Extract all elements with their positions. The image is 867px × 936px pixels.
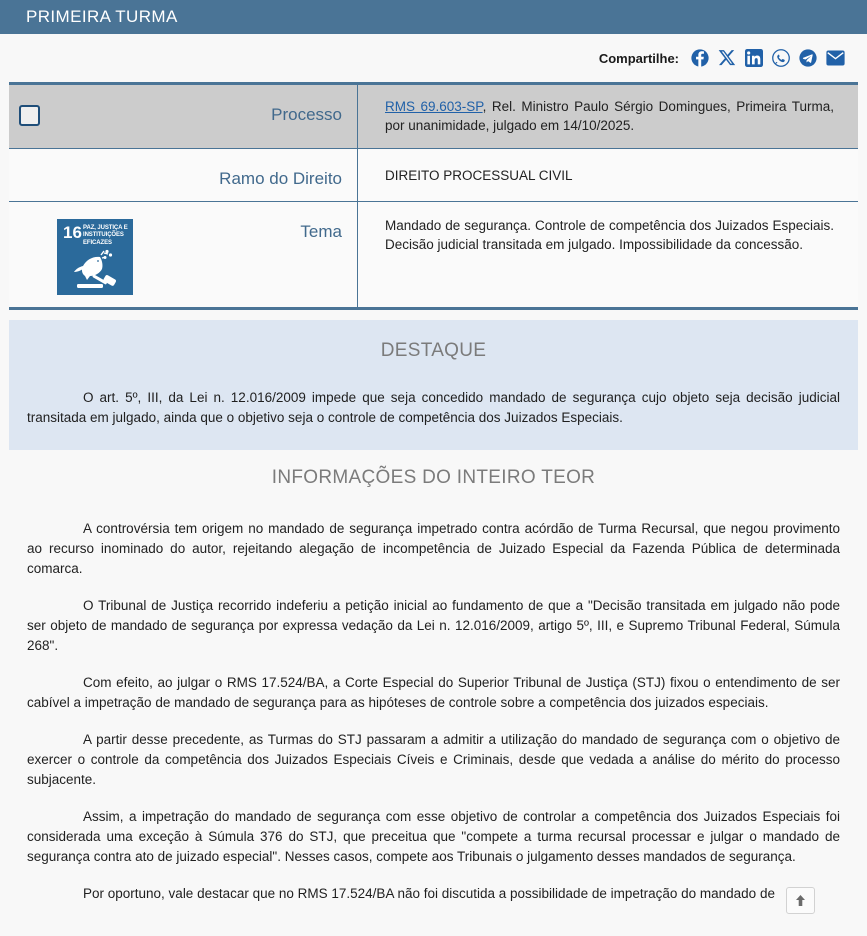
- arrow-up-icon: [795, 894, 806, 907]
- share-icon-group: [691, 49, 845, 67]
- inteiro-teor-paragraph: Por oportuno, vale destacar que no RMS 17.524/BA não foi discutida a possibilidade de impetração do mandado de: [83, 886, 775, 901]
- tema-value: Mandado de segurança. Controle de competência dos Juizados Especiais. Decisão judicial transitada em julgado. Impossibilidade da concessão.: [385, 218, 834, 252]
- inteiro-teor-paragraph: Assim, a impetração do mandado de segurança com esse objetivo de controlar a competência dos Juizados Especiais foi considerada uma exceção à Súmula 376 do STJ, que preceitua que "compete a turma recursal processar e julgar o mandado de segurança contra ato de juizado especial". Nesses casos, compete aos Tribunais o julgamento desses mandados de segurança.: [27, 809, 840, 864]
- share-bar: [0, 34, 867, 82]
- processo-value-cell: [358, 85, 858, 148]
- linkedin-icon[interactable]: [745, 49, 763, 67]
- x-twitter-icon[interactable]: [718, 49, 736, 67]
- destaque-panel: [9, 320, 858, 450]
- table-row-ramo-do-direito: [9, 149, 858, 202]
- inteiro-teor-heading: INFORMAÇÕES DO INTEIRO TEOR: [271, 467, 596, 488]
- table-row-processo: [9, 85, 858, 149]
- ramo-do-direito-value: DIREITO PROCESSUAL CIVIL: [385, 168, 573, 183]
- select-row-checkbox[interactable]: [19, 105, 40, 126]
- tema-label: Tema: [300, 222, 342, 241]
- sdg-text: PAZ, JUSTIÇA E INSTITUIÇÕES EFICAZES: [83, 225, 128, 246]
- tema-label-cell: [9, 202, 358, 307]
- inteiro-teor-paragraph: A controvérsia tem origem no mandado de segurança impetrado contra acórdão de Turma Recursal, que negou provimento ao recurso inominado do autor, rejeitando alegação de incompetência de Juizado Especial da Fazenda Pública de determinada comarca.: [27, 521, 840, 576]
- ramo-do-direito-label: Ramo do Direito: [219, 169, 342, 188]
- processo-label: Processo: [271, 105, 342, 124]
- whatsapp-icon[interactable]: [772, 49, 790, 67]
- destaque-text: O art. 5º, III, da Lei n. 12.016/2009 impede que seja concedido mandado de segurança cujo objeto seja decisão judicial transitada em julgado, ainda que o objetivo seja o controle de competência dos Juizados Especiais.: [27, 390, 840, 425]
- sdg-number: 16: [63, 223, 82, 242]
- share-label: Compartilhe:: [598, 50, 679, 66]
- processo-label-cell: [9, 85, 358, 148]
- email-icon[interactable]: [826, 49, 845, 67]
- destaque-heading: DESTAQUE: [380, 340, 487, 361]
- case-info-table: [9, 82, 858, 310]
- inteiro-teor-paragraph: A partir desse precedente, as Turmas do STJ passaram a admitir a utilização do mandado de segurança com o objetivo de exercer o controle da competência dos Juizados Especiais Cíveis e Criminais, desde que vedada a análise do mérito do processo subjacente.: [27, 732, 840, 787]
- facebook-icon[interactable]: [691, 49, 709, 67]
- sdg-16-icon: [57, 219, 133, 295]
- processo-value-text: , Rel. Ministro Paulo Sérgio Domingues, Primeira Turma, por unanimidade, julgado em 14/10/2025.: [385, 99, 835, 133]
- table-row-tema: [9, 202, 858, 310]
- ramo-label-cell: [9, 149, 358, 201]
- telegram-icon[interactable]: [799, 49, 817, 67]
- page-title: PRIMEIRA TURMA: [26, 7, 178, 26]
- inteiro-teor-paragraph: O Tribunal de Justiça recorrido indeferiu a petição inicial ao fundamento de que a "Decisão transitada em julgado não pode ser objeto de mandado de segurança por expressa vedação da Lei n. 12.016/2009, artigo 5º, III, e Supremo Tribunal Federal, Súmula 268".: [27, 598, 840, 653]
- scroll-to-top-button[interactable]: [786, 887, 815, 914]
- dove-and-gavel-icon: [57, 247, 133, 295]
- processo-link[interactable]: RMS 69.603-SP: [385, 99, 483, 114]
- inteiro-teor-section: [9, 467, 858, 904]
- tema-left-wrapper: [19, 214, 345, 295]
- page-header: [0, 0, 867, 34]
- inteiro-teor-paragraph: Com efeito, ao julgar o RMS 17.524/BA, a Corte Especial do Superior Tribunal de Justiça (STJ) fixou o entendimento de ser cabível a impetração de mandado de segurança para as hipóteses de controle sobre a competência dos juizados especiais.: [27, 675, 840, 710]
